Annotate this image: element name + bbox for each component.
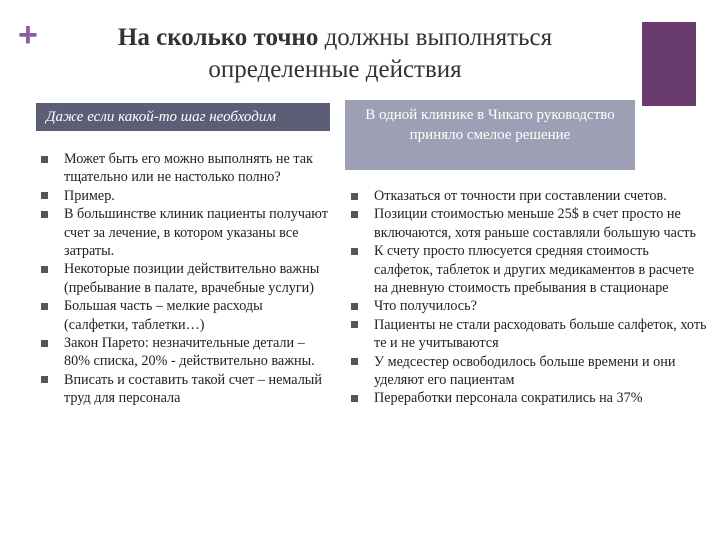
list-item-text: В большинстве клиник пациенты получают счет за лечение, в котором указаны все затраты. [64,206,328,260]
list-item-text: К счету просто плюсуется средняя стоимость салфеток, таблеток и других медикаментов в расчете на дневную стоимость пребывания в стационаре [374,243,695,297]
square-bullet-icon [351,211,358,218]
square-bullet-icon [41,192,48,199]
slide-title [70,22,600,86]
square-bullet-icon [351,321,358,328]
accent-bar [642,22,696,106]
list-item-text: Позиции стоимостью меньше 25$ в счет просто не включаются, хотя раньше составляли большую часть [374,206,696,241]
list-item [38,205,328,260]
list-item [348,316,708,353]
square-bullet-icon [351,395,358,402]
left-bullet-list [38,150,328,408]
left-column-header: Даже если какой-то шаг необходим [36,103,330,131]
list-item [38,260,328,297]
square-bullet-icon [41,211,48,218]
list-item [38,297,328,334]
square-bullet-icon [41,376,48,383]
list-item-text: Может быть его можно выполнять не так тщательно или не настолько полно? [64,151,313,186]
list-item-text: У медсестер освободилось больше времени и они уделяют его пациентам [374,353,676,389]
slide-title-bold: На сколько точно [117,24,319,51]
list-item [348,297,708,315]
square-bullet-icon [351,358,358,365]
right-bullet-list [348,187,708,408]
list-item-text: Переработки персонала сократились на 37% [374,390,643,407]
list-item [348,389,708,407]
list-item-text: Вписать и составить такой счет – немалый труд для персонала [64,371,322,407]
square-bullet-icon [41,156,48,163]
list-item [38,371,328,408]
right-column-header: В одной клинике в Чикаго руководство приняло смелое решение [345,100,635,170]
list-item-text: Пример. [64,187,115,204]
list-item-text: Большая часть – мелкие расходы (салфетки, таблетки…) [64,298,263,333]
list-item-text: Некоторые позиции действительно важны (пребывание в палате, врачебные услуги) [64,261,320,296]
list-item [38,150,328,187]
list-item [348,353,708,390]
list-item-text: Закон Парето: незначительные детали – 80% списка, 20% - действительно важны. [64,335,315,370]
square-bullet-icon [351,248,358,255]
list-item-text: Пациенты не стали расходовать больше салфеток, хоть те и не учитываются [374,316,707,352]
square-bullet-icon [41,303,48,310]
plus-icon: + [18,16,38,54]
square-bullet-icon [41,340,48,347]
square-bullet-icon [41,266,48,273]
list-item [348,187,708,205]
square-bullet-icon [351,303,358,310]
list-item [38,334,328,371]
square-bullet-icon [351,193,358,200]
list-item-text: Отказаться от точности при составлении счетов. [374,188,667,204]
list-item [348,242,708,297]
list-item-text: Что получилось? [374,298,477,315]
slide-title-rest: должны выполняться определенные действия [208,24,553,83]
list-item [38,187,328,205]
list-item [348,205,708,242]
